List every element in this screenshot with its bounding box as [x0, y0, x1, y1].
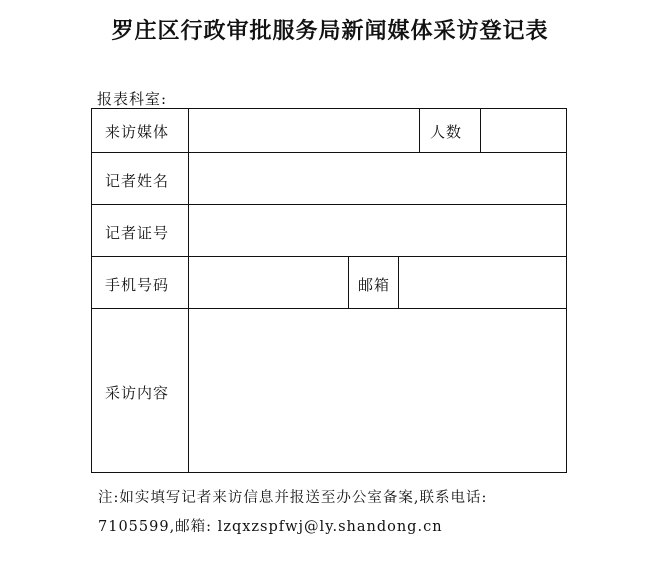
email-label: 邮箱 — [358, 276, 391, 294]
reporter-id-field[interactable] — [189, 205, 566, 256]
reporter-name-label: 记者姓名 — [105, 172, 170, 190]
interview-content-field[interactable] — [189, 309, 566, 472]
cell-divider — [348, 256, 349, 308]
phone-label: 手机号码 — [105, 276, 170, 294]
reporter-name-field[interactable] — [189, 153, 566, 204]
registration-table — [91, 108, 567, 473]
people-count-label: 人数 — [430, 123, 463, 141]
media-field[interactable] — [189, 109, 419, 152]
note-line-2: 7105599,邮箱: lzqxzspfwj@ly.shandong.cn — [98, 519, 443, 535]
note-line-1: 注:如实填写记者来访信息并报送至办公室备案,联系电话: — [98, 490, 488, 506]
table-border-right — [566, 108, 567, 473]
form-title: 罗庄区行政审批服务局新闻媒体采访登记表 — [111, 18, 549, 44]
phone-field[interactable] — [189, 257, 348, 308]
table-border-bottom — [91, 472, 567, 473]
department-label: 报表科室: — [97, 90, 168, 108]
reporter-id-label: 记者证号 — [105, 224, 170, 242]
email-field[interactable] — [399, 257, 566, 308]
people-count-field[interactable] — [481, 109, 566, 152]
interview-content-label: 采访内容 — [105, 384, 170, 402]
table-border-left — [91, 108, 92, 473]
cell-divider — [419, 108, 420, 152]
media-label: 来访媒体 — [105, 123, 170, 141]
